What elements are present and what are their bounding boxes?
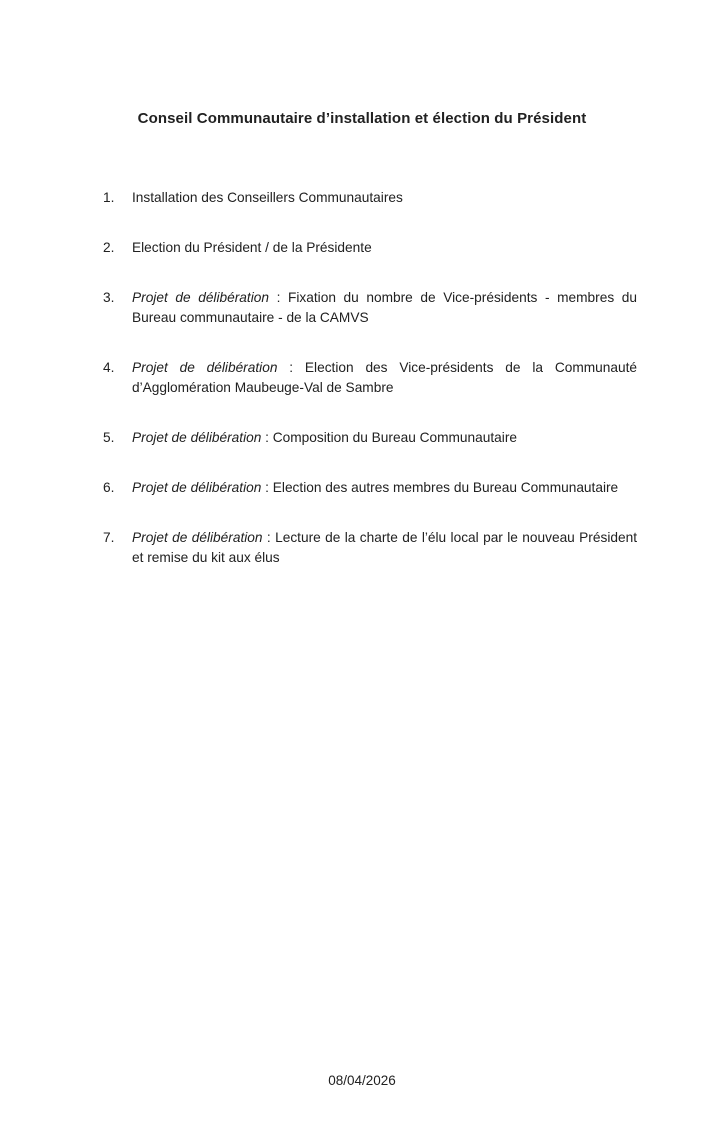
agenda-item-italic-prefix: Projet de délibération — [132, 430, 262, 445]
agenda-item-number: 3. — [103, 290, 115, 305]
agenda-item-number: 1. — [103, 190, 115, 205]
agenda-item — [103, 428, 637, 448]
agenda-item-text — [132, 238, 637, 258]
footer — [0, 1073, 724, 1089]
agenda-item — [103, 188, 637, 208]
agenda-item-number: 7. — [103, 530, 115, 545]
agenda-item-body: : Lecture de la charte de l’élu local par le nouveau Président et remise du kit aux élus — [132, 530, 638, 565]
agenda-item-body: Election du Président / de la Présidente — [132, 240, 372, 255]
page-title: Conseil Communautaire d’installation et élection du Président — [137, 110, 587, 127]
agenda-item-body: : Fixation du nombre de Vice-présidents - membres du Bureau communautaire - de la CAMVS — [132, 290, 637, 325]
agenda-item-italic-prefix: Projet de délibération — [132, 480, 262, 495]
agenda-list — [0, 188, 724, 568]
agenda-item-number: 6. — [103, 480, 115, 495]
agenda-item-number: 5. — [103, 430, 115, 445]
agenda-item-text — [132, 288, 637, 328]
agenda-item-text — [132, 358, 637, 398]
agenda-item — [103, 478, 637, 498]
agenda-item-text — [132, 528, 637, 568]
agenda-item — [103, 528, 637, 568]
agenda-item-italic-prefix: Projet de délibération — [132, 290, 269, 305]
agenda-item-number: 2. — [103, 240, 115, 255]
document-page — [0, 110, 724, 1134]
agenda-item-italic-prefix: Projet de délibération — [132, 530, 263, 545]
agenda-item-italic-prefix: Projet de délibération — [132, 360, 278, 375]
agenda-item-body: : Election des Vice-présidents de la Communauté d’Agglomération Maubeuge-Val de Sambre — [132, 360, 637, 395]
agenda-item-text — [132, 428, 637, 448]
agenda-item-text — [132, 478, 637, 498]
agenda-item-text — [132, 188, 637, 208]
agenda-item-number: 4. — [103, 360, 115, 375]
agenda-item — [103, 358, 637, 398]
agenda-item — [103, 288, 637, 328]
agenda-item-body: : Election des autres membres du Bureau Communautaire — [261, 480, 619, 495]
agenda-item-body: : Composition du Bureau Communautaire — [261, 430, 517, 445]
agenda-item — [103, 238, 637, 258]
footer-date: 08/04/2026 — [328, 1073, 396, 1088]
agenda-item-body: Installation des Conseillers Communautaires — [132, 190, 403, 205]
